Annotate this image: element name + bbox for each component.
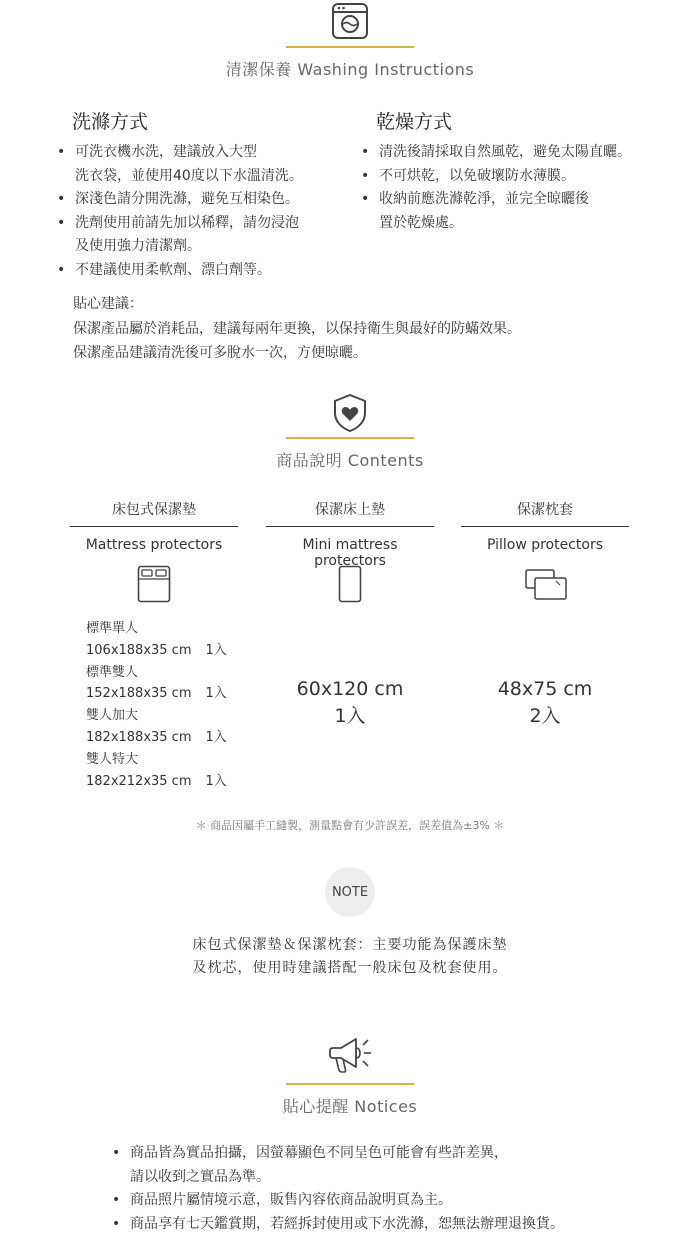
list-item: • 商品照片屬情境示意，販售內容依商品說明頁為主。 (112, 1189, 564, 1213)
product-name-zh: 床包式保潔墊 (70, 497, 238, 527)
product-pillow-protector (461, 497, 629, 553)
wash-method-heading: 洗滌方式 (72, 111, 149, 133)
size-row: 182x188x35 cm 1入 (86, 729, 227, 745)
dry-method-list (361, 141, 631, 235)
product-mattress-protector (70, 497, 238, 553)
mini-qty: 1入 (334, 705, 366, 727)
contents-title: 商品說明 Contents (276, 451, 424, 470)
list-item: • 不可烘乾，以免破壞防水薄膜。 (361, 165, 631, 189)
shield-heart-icon (332, 393, 368, 437)
note-text: 床包式保潔墊＆保潔枕套：主要功能為保護床墊 及枕芯，使用時建議搭配一般床包及枕套使用。 (192, 937, 508, 976)
washing-divider (286, 46, 414, 48)
tips-label: 貼心建議： (73, 296, 143, 312)
product-name-en: Mattress protectors (85, 537, 223, 553)
measurement-footnote: ＊ 商品因屬手工縫製，測量點會有少許誤差，誤差值為±3% ＊ (195, 819, 505, 832)
tips-line: 保潔產品屬於消耗品，建議每兩年更換，以保持衛生與最好的防蟎效果。 (73, 320, 521, 337)
pillow-icon (524, 568, 568, 606)
size-name: 雙人特大 (86, 751, 139, 767)
pillow-qty: 2入 (529, 705, 561, 727)
size-name: 雙人加大 (86, 708, 139, 724)
product-name-en: Mini mattress protectors (302, 537, 398, 569)
product-name-zh: 保潔枕套 (461, 497, 629, 527)
list-item: • 商品皆為實品拍攝，因螢幕顯色不同呈色可能會有些許差異， 請以收到之實品為準。 (112, 1142, 564, 1189)
list-item: • 深淺色請分開洗滌，避免互相染色。 (57, 188, 303, 212)
list-item: • 洗劑使用前請先加以稀釋，請勿浸泡 及使用強力清潔劑。 (57, 212, 303, 259)
notices-list (112, 1142, 564, 1236)
wash-method-list (57, 141, 303, 282)
size-row: 182x212x35 cm 1入 (86, 773, 227, 789)
size-name: 標準雙人 (86, 664, 139, 680)
product-mini-mattress-protector (266, 497, 434, 569)
list-item: • 清洗後請採取自然風乾，避免太陽直曬。 (361, 141, 631, 165)
mini-mattress-spec (266, 676, 434, 730)
size-row: 106x188x35 cm 1入 (86, 642, 227, 658)
size-row: 152x188x35 cm 1入 (86, 686, 227, 702)
notices-divider (286, 1083, 414, 1085)
notices-title: 貼心提醒 Notices (282, 1097, 418, 1116)
pillow-dims: 48x75 cm (497, 678, 593, 700)
washing-title: 清潔保養 Washing Instructions (225, 60, 475, 79)
list-item: • 不建議使用柔軟劑、漂白劑等。 (57, 259, 303, 283)
care-tips (73, 292, 521, 366)
mini-dims: 60x120 cm (296, 678, 404, 700)
contents-divider (286, 437, 414, 439)
list-item: • 可洗衣機水洗，建議放入大型 洗衣袋，並使用40度以下水溫清洗。 (57, 141, 303, 188)
product-name-zh: 保潔床上墊 (266, 497, 434, 527)
dry-method-heading: 乾燥方式 (376, 111, 453, 133)
mini-mattress-icon (338, 565, 362, 607)
list-item: • 商品享有七天鑑賞期，若經拆封使用或下水洗滌，恕無法辦理退換貨。 (112, 1213, 564, 1237)
megaphone-icon (325, 1033, 375, 1081)
washing-machine-icon (331, 2, 369, 44)
mattress-size-list (86, 618, 227, 792)
tips-line: 保潔產品建議清洗後可多脫水一次，方便晾曬。 (73, 345, 367, 361)
mattress-icon (137, 565, 171, 607)
note-badge: NOTE (325, 867, 375, 917)
pillow-spec (461, 676, 629, 730)
size-name: 標準單人 (86, 621, 139, 636)
product-name-en: Pillow protectors (486, 537, 604, 553)
list-item: • 收納前應洗滌乾淨，並完全晾曬後 置於乾燥處。 (361, 188, 631, 235)
